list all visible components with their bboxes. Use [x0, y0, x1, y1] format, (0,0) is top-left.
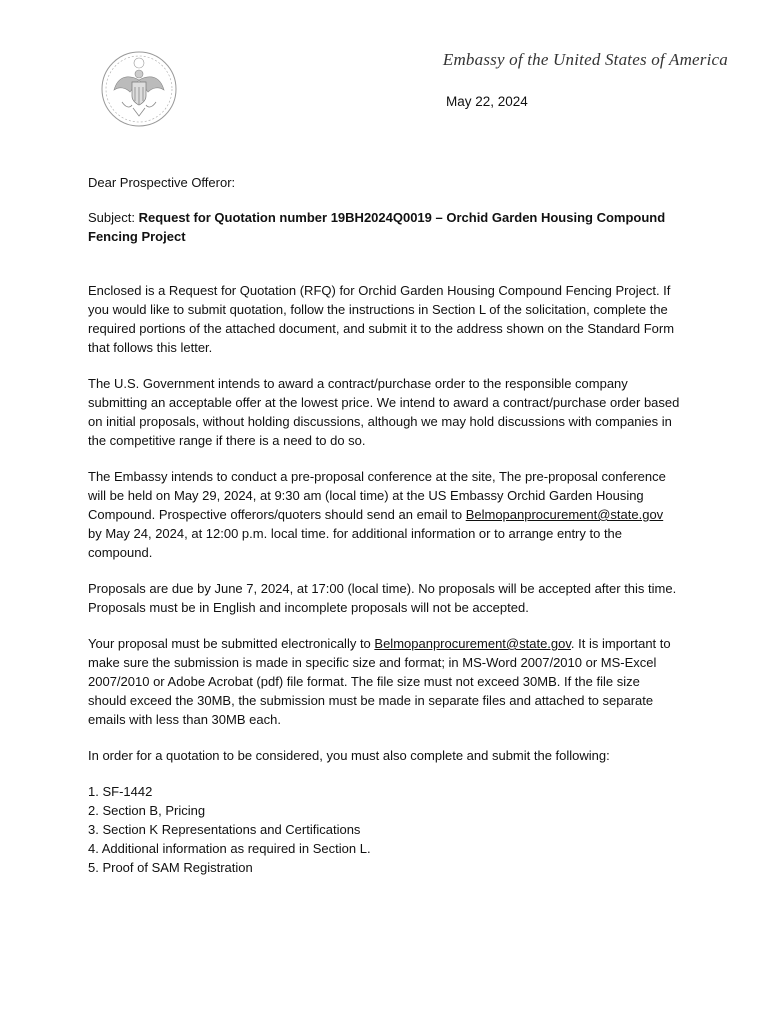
list-item: 5. Proof of SAM Registration	[88, 860, 253, 875]
subject-label: Subject:	[88, 210, 139, 225]
list-item: 4. Additional information as required in Section L.	[88, 841, 371, 856]
paragraph-submission	[88, 634, 680, 729]
paragraph-submission-text-a: Your proposal must be submitted electronically to	[88, 636, 375, 651]
paragraph-submission-text-b: . It is important to make sure the submission is made in specific size and format; in MS-Word 2007/2010 or MS-Excel 2007/2010 or Adobe Acrobat (pdf) file format. The file size must not exceed 30MB. If the file size should exceed the 30MB, the submission must be made in separate files and attached to separate emails with less than 30MB each.	[88, 636, 671, 727]
list-item: 1. SF-1442	[88, 784, 153, 799]
letter-date: May 22, 2024	[446, 94, 528, 109]
paragraph-pre-proposal-text-b: by May 24, 2024, at 12:00 p.m. local time. for additional information or to arrange entry to the compound.	[88, 526, 623, 560]
salutation: Dear Prospective Offeror:	[88, 175, 236, 190]
subject-line	[88, 208, 680, 246]
procurement-email-link[interactable]: Belmopanprocurement@state.gov	[465, 507, 664, 522]
paragraph-requirements-intro: In order for a quotation to be considered, you must also complete and submit the following:	[88, 748, 610, 763]
paragraph-pre-proposal-text-a: The Embassy intends to conduct a pre-proposal conference at the site, The pre-proposal conference will be held on May 29, 2024, at 9:30 am (local time) at the US Embassy Orchid Garden Housing Compound. Prospective offerors/quoters should send an email to	[88, 469, 666, 522]
paragraph-due-date: Proposals are due by June 7, 2024, at 17:00 (local time). No proposals will be accepted after this time. Proposals must be in English and incomplete proposals will not be accepted.	[88, 581, 677, 615]
paragraph-rfq-enclosed: Enclosed is a Request for Quotation (RFQ) for Orchid Garden Housing Compound Fencing Project. If you would like to submit quotation, follow the instructions in Section L of the solicitation, complete the required portions of the attached document, and submit it to the address shown on the Standard Form that follows this letter.	[88, 283, 675, 355]
embassy-name: Embassy of the United States of America	[442, 50, 728, 69]
requirements-list	[88, 782, 680, 877]
list-item: 2. Section B, Pricing	[88, 803, 206, 818]
paragraph-pre-proposal-conference	[88, 467, 680, 562]
list-item: 3. Section K Representations and Certifications	[88, 822, 361, 837]
paragraph-award-intent: The U.S. Government intends to award a contract/purchase order to the responsible company submitting an acceptable offer at the lowest price. We intend to award a contract/purchase order based on initial proposals, without holding discussions, although we may hold discussions with companies in the competitive range if there is a need to do so.	[88, 376, 680, 448]
submission-email-link[interactable]: Belmopanprocurement@state.gov	[374, 636, 571, 651]
embassy-seal-icon	[100, 50, 178, 128]
letter-body	[88, 173, 680, 877]
subject-title: Request for Quotation number 19BH2024Q0019 – Orchid Garden Housing Compound Fencing Project	[88, 210, 666, 244]
